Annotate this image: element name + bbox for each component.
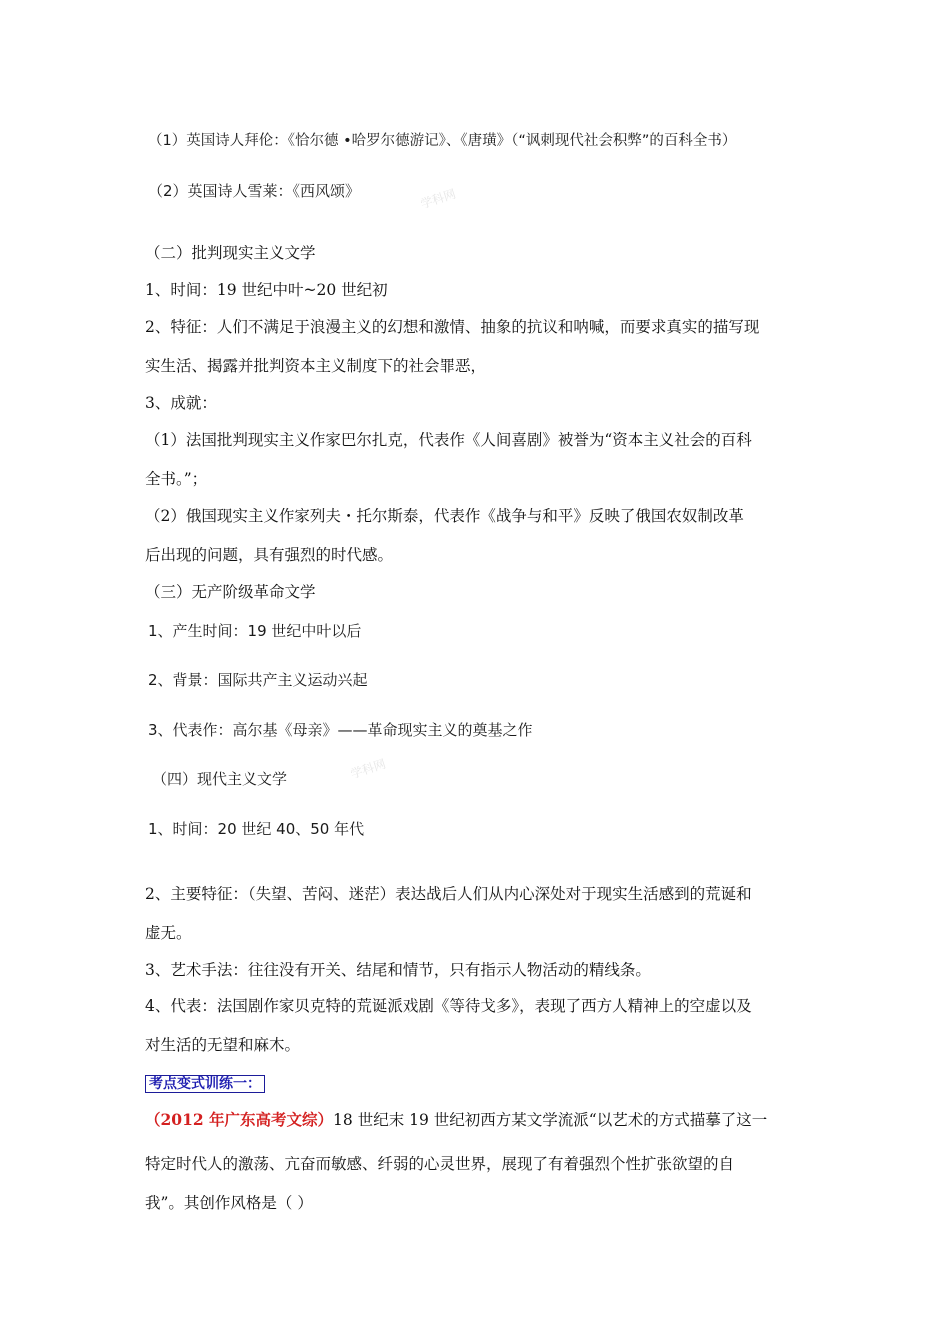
section-heading-modernist: （四）现代主义文学 (152, 770, 288, 788)
watermark: 学科网 (418, 186, 458, 212)
critical-achievement-2-line2: 后出现的问题，具有强烈的时代感。 (145, 546, 394, 564)
critical-time: 1、时间：19 世纪中叶~20 世纪初 (145, 281, 388, 299)
romantic-item-2: （2）英国诗人雪莱：《西风颂》 (148, 182, 361, 200)
section-heading-proletarian: （三）无产阶级革命文学 (145, 583, 316, 601)
modernist-feature-line1: 2、主要特征：（失望、苦闷、迷茫）表达战后人们从内心深处对于现实生活感到的荒诞和 (145, 885, 752, 903)
watermark: 学科网 (348, 756, 388, 782)
critical-achievement-2-line1: （2）俄国现实主义作家列夫・托尔斯泰，代表作《战争与和平》反映了俄国农奴制改革 (145, 507, 744, 525)
proletarian-background: 2、背景：国际共产主义运动兴起 (148, 671, 368, 689)
critical-achievements: 3、成就： (145, 394, 217, 412)
modernist-art-technique: 3、艺术手法：往往没有开关、结尾和情节，只有指示人物活动的精线条。 (145, 961, 651, 979)
exercise-question-line3: 我”。其创作风格是（ ） (145, 1194, 313, 1212)
section-heading-critical: （二）批判现实主义文学 (145, 244, 316, 262)
modernist-representative-line2: 对生活的无望和麻木。 (145, 1036, 301, 1054)
exercise-question-text: 18 世纪末 19 世纪初西方某文学流派“以艺术的方式描摹了这一 (333, 1111, 768, 1129)
critical-achievement-1-line1: （1）法国批判现实主义作家巴尔扎克，代表作《人间喜剧》被誉为“资本主义社会的百科 (145, 431, 752, 449)
critical-feature-line1: 2、特征：人们不满足于浪漫主义的幻想和激情、抽象的抗议和呐喊，而要求真实的描写现 (145, 318, 760, 336)
proletarian-time: 1、产生时间：19 世纪中叶以后 (148, 622, 362, 640)
exercise-question-line1 (145, 1110, 767, 1130)
exercise-label-box: 考点变式训练一： (145, 1075, 265, 1093)
modernist-representative-line1: 4、代表：法国剧作家贝克特的荒诞派戏剧《等待戈多》，表现了西方人精神上的空虚以及 (145, 997, 752, 1015)
romantic-item-1: （1）英国诗人拜伦：《恰尔德 •哈罗尔德游记》、《唐璜》（“讽刺现代社会积弊”的百科全书） (148, 133, 737, 149)
exercise-source: （2012 年广东高考文综） (145, 1110, 334, 1129)
critical-feature-line2: 实生活、揭露并批判资本主义制度下的社会罪恶， (145, 357, 487, 375)
proletarian-works: 3、代表作：高尔基《母亲》——革命现实主义的奠基之作 (148, 721, 533, 739)
critical-achievement-1-line2: 全书。”； (145, 470, 208, 488)
modernist-time: 1、时间：20 世纪 40、50 年代 (148, 820, 365, 838)
exercise-question-line2: 特定时代人的激荡、亢奋而敏感、纤弱的心灵世界，展现了有着强烈个性扩张欲望的自 (145, 1155, 735, 1173)
modernist-feature-line2: 虚无。 (145, 924, 192, 942)
exercise-label (145, 1073, 265, 1094)
